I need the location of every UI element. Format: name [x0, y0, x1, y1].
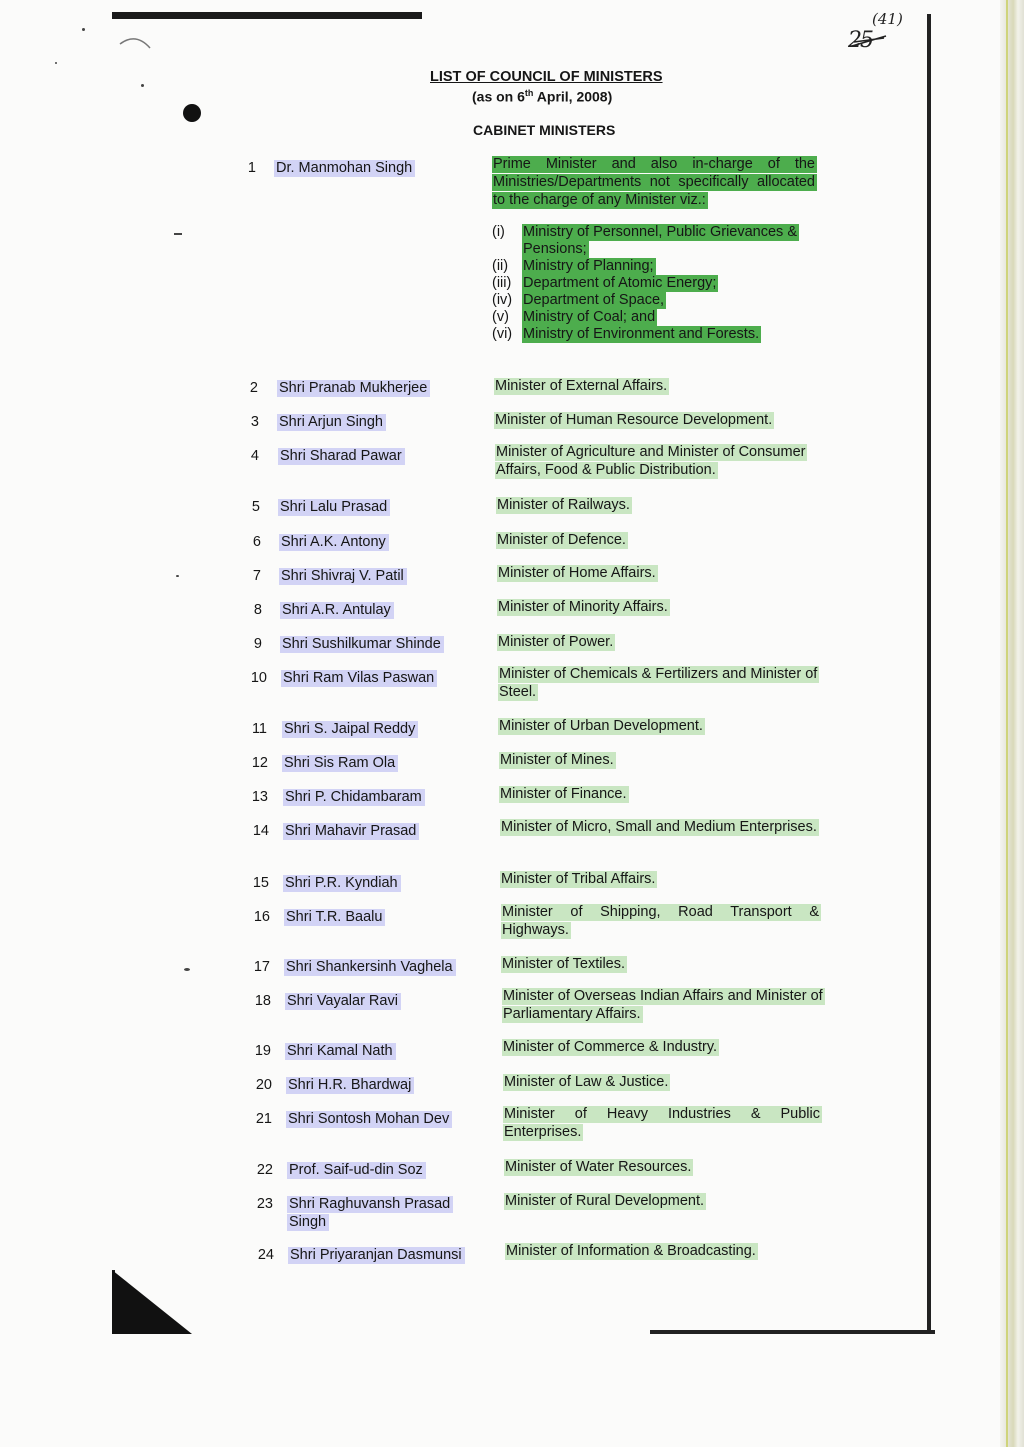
portfolio [502, 987, 827, 1023]
minister-name [286, 1110, 452, 1128]
minister-name-text: Shri T.R. Baalu [284, 909, 385, 926]
portfolio [504, 1158, 829, 1176]
row-number: 6 [252, 534, 261, 550]
portfolio [496, 496, 821, 514]
minister-name [277, 379, 430, 397]
minister-name [283, 788, 425, 806]
portfolio [497, 564, 822, 582]
minister-name-text: Shri Sontosh Mohan Dev [286, 1111, 452, 1128]
minister-name [282, 720, 418, 738]
minister-name-text: Shri Sharad Pawar [278, 448, 405, 465]
minister-name-text: Shri Shankersinh Vaghela [284, 959, 456, 976]
portfolio [494, 377, 819, 395]
punch-hole-mark [183, 104, 201, 122]
scan-stroke-mark [118, 30, 154, 52]
portfolio-text: Minister of Commerce & Industry. [503, 1039, 718, 1055]
portfolio [504, 1192, 829, 1210]
document-title: LIST OF COUNCIL OF MINISTERS [430, 69, 663, 85]
portfolio [503, 1105, 823, 1141]
row-number: 2 [249, 380, 258, 396]
minister-name-text: Shri Kamal Nath [285, 1043, 396, 1060]
minister-name [283, 822, 419, 840]
portfolio-text: Minister of External Affairs. [495, 378, 668, 394]
portfolio [501, 903, 821, 939]
date-suffix: April, 2008) [533, 88, 613, 105]
minister-name [278, 498, 390, 516]
row-number: 19 [254, 1043, 271, 1059]
minister-name-text: Shri Vayalar Ravi [285, 993, 401, 1010]
portfolio-text: Minister of Micro, Small and Medium Enterprises. [501, 819, 817, 835]
minister-name-text: Shri Ram Vilas Paswan [281, 670, 437, 687]
portfolio [501, 955, 826, 973]
row-number: 13 [251, 789, 268, 805]
pm-portfolio-item [492, 275, 817, 292]
minister-name-text: Shri Sushilkumar Shinde [280, 636, 444, 653]
row-number: 11 [251, 721, 267, 737]
page-edge-strip [1000, 0, 1024, 1447]
portfolio [503, 1073, 828, 1091]
row-number: 24 [257, 1247, 274, 1263]
minister-name [284, 958, 456, 976]
portfolio [495, 443, 820, 479]
portfolio [500, 818, 820, 836]
portfolio-text: Minister of Water Resources. [505, 1159, 692, 1175]
corner-scan-shadow [112, 1270, 192, 1334]
portfolio-text: Minister of Tribal Affairs. [501, 871, 656, 887]
minister-name-text: Shri P. Chidambaram [283, 789, 425, 806]
minister-name-text: Shri Lalu Prasad [278, 499, 390, 516]
portfolio [492, 155, 817, 209]
pm-portfolio-item [492, 292, 817, 309]
portfolio [497, 633, 822, 651]
item-text: Ministry of Personnel, Public Grievances & Pensions; [523, 224, 797, 257]
minister-name [284, 908, 385, 926]
minister-name-text: Shri A.R. Antulay [280, 602, 394, 619]
minister-name-text: Shri Priyaranjan Dasmunsi [288, 1247, 465, 1264]
minister-name [287, 1161, 426, 1179]
minister-name [285, 992, 401, 1010]
top-scan-border [112, 12, 422, 19]
portfolio-text: Minister of Chemicals & Fertilizers and Minister of Steel. [499, 666, 818, 700]
minister-name [282, 754, 398, 772]
portfolio-text: Minister of Heavy Industries & Public Enterprises. [504, 1106, 820, 1140]
pm-portfolio-item [492, 258, 817, 275]
minister-name-text: Shri H.R. Bhardwaj [286, 1077, 414, 1094]
item-index: (i) [492, 224, 505, 240]
handwritten-struck-number: 25 [848, 28, 872, 53]
document-date [472, 88, 612, 105]
portfolio-text: Minister of Information & Broadcasting. [506, 1243, 756, 1259]
minister-name [278, 447, 405, 465]
date-ordinal: th [524, 88, 534, 98]
row-number: 8 [253, 602, 262, 618]
row-number: 23 [256, 1196, 273, 1212]
bottom-scan-border [650, 1330, 935, 1334]
row-number: 7 [252, 568, 261, 584]
pm-portfolio-item [492, 326, 817, 343]
portfolio-text: Minister of Home Affairs. [498, 565, 656, 581]
portfolio-text: Minister of Railways. [497, 497, 630, 513]
minister-name [285, 1042, 396, 1060]
scan-speck [141, 84, 144, 87]
row-number: 14 [252, 823, 269, 839]
row-number: 9 [253, 636, 262, 652]
portfolio-text: Minister of Textiles. [502, 956, 626, 972]
minister-name [277, 413, 386, 431]
minister-name-text: Shri S. Jaipal Reddy [282, 721, 418, 738]
minister-name [280, 601, 394, 619]
row-number: 18 [254, 993, 271, 1009]
right-scan-border [927, 14, 931, 1334]
portfolio-text: Minister of Shipping, Road Transport & Highways. [502, 904, 819, 938]
minister-name [286, 1076, 414, 1094]
minister-name-text: Shri Arjun Singh [277, 414, 386, 431]
item-index: (iii) [492, 275, 512, 291]
item-index: (v) [492, 309, 509, 325]
row-number: 5 [251, 499, 260, 515]
item-text: Ministry of Coal; and [523, 309, 656, 325]
portfolio-text: Minister of Human Resource Development. [495, 412, 773, 428]
pm-portfolio-list [492, 224, 817, 343]
portfolio-text: Minister of Defence. [497, 532, 626, 548]
row-number: 1 [247, 160, 256, 176]
minister-name [288, 1246, 465, 1264]
item-index: (iv) [492, 292, 513, 308]
pm-portfolio-item [492, 224, 817, 258]
strike-through-mark [850, 32, 890, 50]
minister-name [279, 567, 407, 585]
minister-name [283, 874, 401, 892]
minister-name-text: Shri Sis Ram Ola [282, 755, 398, 772]
minister-name-text: Shri Pranab Mukherjee [277, 380, 430, 397]
portfolio [497, 598, 822, 616]
portfolio-text: Minister of Finance. [500, 786, 627, 802]
row-number: 10 [250, 670, 267, 686]
portfolio [496, 531, 821, 549]
portfolio [494, 411, 819, 429]
handwritten-page-number: (41) [872, 10, 903, 28]
item-index: (vi) [492, 326, 513, 342]
row-number: 21 [255, 1111, 272, 1127]
row-number: 22 [256, 1162, 273, 1178]
section-heading: CABINET MINISTERS [473, 122, 616, 138]
portfolio-text: Minister of Minority Affairs. [498, 599, 668, 615]
portfolio [498, 665, 823, 701]
minister-name [274, 159, 415, 177]
minister-name-text: Prof. Saif-ud-din Soz [287, 1162, 426, 1179]
minister-name-text: Shri Shivraj V. Patil [279, 568, 407, 585]
item-text: Department of Space, [523, 292, 665, 308]
portfolio-text: Minister of Overseas Indian Affairs and Minister of Parliamentary Affairs. [503, 988, 823, 1022]
row-number: 4 [250, 448, 259, 464]
item-text: Ministry of Environment and Forests. [523, 326, 760, 342]
minister-name-text: Shri Mahavir Prasad [283, 823, 419, 840]
date-prefix: (as on 6 [472, 88, 525, 105]
pm-portfolio-item [492, 309, 817, 326]
portfolio-text: Minister of Law & Justice. [504, 1074, 669, 1090]
row-number: 12 [251, 755, 268, 771]
portfolio-text: Minister of Power. [498, 634, 614, 650]
portfolio-text: Minister of Rural Development. [505, 1193, 705, 1209]
row-number: 15 [252, 875, 269, 891]
portfolio [505, 1242, 830, 1260]
minister-name-text: Shri Raghuvansh Prasad Singh [287, 1196, 453, 1231]
row-number: 20 [255, 1077, 272, 1093]
minister-name-text: Dr. Manmohan Singh [274, 160, 415, 177]
minister-name [287, 1195, 465, 1231]
portfolio [499, 785, 824, 803]
portfolio [498, 717, 823, 735]
scan-speck [82, 28, 85, 31]
portfolio [502, 1038, 827, 1056]
row-number: 3 [250, 414, 259, 430]
minister-name-text: Shri A.K. Antony [279, 534, 389, 551]
scan-speck [176, 575, 179, 577]
item-index: (ii) [492, 258, 509, 274]
row-number: 16 [253, 909, 270, 925]
portfolio [500, 870, 825, 888]
item-text: Department of Atomic Energy; [523, 275, 717, 291]
minister-name-text: Shri P.R. Kyndiah [283, 875, 401, 892]
portfolio [499, 751, 824, 769]
minister-name [281, 669, 437, 687]
portfolio-text: Minister of Mines. [500, 752, 614, 768]
minister-name [280, 635, 444, 653]
page-edge-line [1006, 0, 1008, 1447]
minister-name [279, 533, 389, 551]
portfolio-text: Minister of Urban Development. [499, 718, 703, 734]
scan-speck [174, 233, 182, 235]
row-number: 17 [253, 959, 270, 975]
item-text: Ministry of Planning; [523, 258, 654, 274]
scan-speck [184, 968, 190, 971]
scan-speck [55, 62, 57, 64]
portfolio-text: Prime Minister and also in-charge of the Ministries/Departments not specifically allocated to the charge of any Minister viz.: [493, 156, 815, 208]
portfolio-text: Minister of Agriculture and Minister of Consumer Affairs, Food & Public Distribution. [496, 444, 806, 478]
